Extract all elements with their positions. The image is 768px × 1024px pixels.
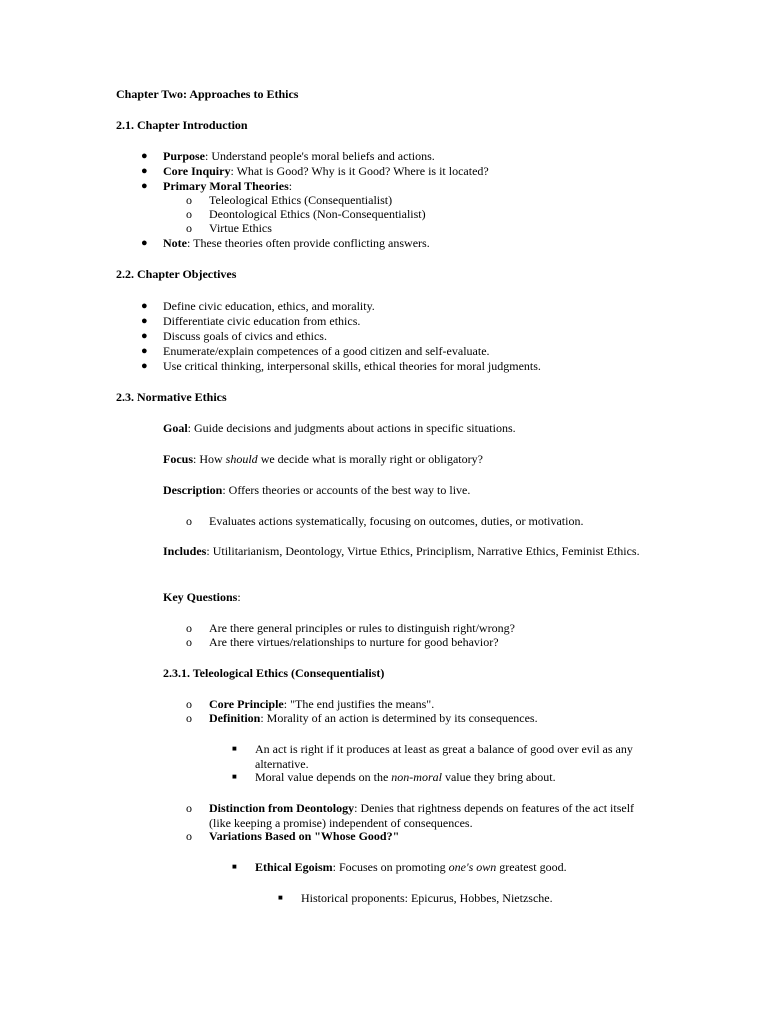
circle-bullet-icon: o	[186, 221, 192, 235]
circle-bullet-icon: o	[186, 697, 192, 711]
egoism-proponents-item: Historical proponents: Epicurus, Hobbes, Nietzsche.	[301, 891, 553, 905]
disc-bullet-icon: ●	[141, 360, 148, 372]
objective-item: Use critical thinking, interpersonal skills, ethical theories for moral judgments.	[163, 359, 541, 373]
disc-bullet-icon: ●	[141, 237, 148, 249]
disc-bullet-icon: ●	[141, 150, 148, 162]
key-questions-label: Key Questions:	[163, 590, 241, 604]
disc-bullet-icon: ●	[141, 165, 148, 177]
description-paragraph: Description: Offers theories or accounts of the best way to live.	[163, 483, 471, 497]
goal-paragraph: Goal: Guide decisions and judgments about actions in specific situations.	[163, 421, 516, 435]
disc-bullet-icon: ●	[141, 315, 148, 327]
objective-item: Enumerate/explain competences of a good citizen and self-evaluate.	[163, 344, 490, 358]
square-bullet-icon: ■	[232, 862, 237, 871]
objective-item: Define civic education, ethics, and morality.	[163, 299, 375, 313]
purpose-item: Purpose: Understand people's moral beliefs and actions.	[163, 149, 435, 163]
disc-bullet-icon: ●	[141, 345, 148, 357]
circle-bullet-icon: o	[186, 801, 192, 815]
square-bullet-icon: ■	[232, 744, 237, 753]
heading-2-3-1: 2.3.1. Teleological Ethics (Consequentialist)	[163, 666, 385, 680]
circle-bullet-icon: o	[186, 635, 192, 649]
heading-2-2: 2.2. Chapter Objectives	[116, 267, 237, 281]
description-sub-item: Evaluates actions systematically, focusing on outcomes, duties, or motivation.	[209, 514, 584, 528]
key-question-item: Are there general principles or rules to distinguish right/wrong?	[209, 621, 515, 635]
disc-bullet-icon: ●	[141, 180, 148, 192]
page-title: Chapter Two: Approaches to Ethics	[116, 87, 299, 101]
note-item: Note: These theories often provide conflicting answers.	[163, 236, 430, 250]
variations-item: Variations Based on "Whose Good?"	[209, 829, 400, 843]
theory-item: Virtue Ethics	[209, 221, 272, 235]
circle-bullet-icon: o	[186, 193, 192, 207]
definition-sub-item: An act is right if it produces at least as great a balance of good over evil as any alternative.	[255, 742, 633, 771]
square-bullet-icon: ■	[278, 893, 283, 902]
theory-item: Teleological Ethics (Consequentialist)	[209, 193, 393, 207]
theory-item: Deontological Ethics (Non-Consequentialist)	[209, 207, 426, 221]
circle-bullet-icon: o	[186, 207, 192, 221]
circle-bullet-icon: o	[186, 711, 192, 725]
disc-bullet-icon: ●	[141, 330, 148, 342]
circle-bullet-icon: o	[186, 621, 192, 635]
disc-bullet-icon: ●	[141, 300, 148, 312]
primary-theories-item: Primary Moral Theories:	[163, 179, 293, 193]
circle-bullet-icon: o	[186, 829, 192, 843]
objective-item: Discuss goals of civics and ethics.	[163, 329, 327, 343]
ethical-egoism-item: Ethical Egoism: Focuses on promoting one's own greatest good.	[255, 860, 567, 874]
heading-2-1: 2.1. Chapter Introduction	[116, 118, 248, 132]
distinction-item: Distinction from Deontology: Denies that rightness depends on features of the act itself (like keeping a promise) independent of consequences.	[209, 801, 635, 830]
heading-2-3: 2.3. Normative Ethics	[116, 390, 227, 404]
core-inquiry-item: Core Inquiry: What is Good? Why is it Good? Where is it located?	[163, 164, 489, 178]
focus-paragraph: Focus: How should we decide what is morally right or obligatory?	[163, 452, 483, 466]
square-bullet-icon: ■	[232, 772, 237, 781]
core-principle-item: Core Principle: "The end justifies the means".	[209, 697, 435, 711]
circle-bullet-icon: o	[186, 514, 192, 528]
key-question-item: Are there virtues/relationships to nurture for good behavior?	[209, 635, 499, 649]
definition-sub-item: Moral value depends on the non-moral value they bring about.	[255, 770, 556, 784]
definition-item: Definition: Morality of an action is determined by its consequences.	[209, 711, 538, 725]
includes-paragraph: Includes: Utilitarianism, Deontology, Virtue Ethics, Principlism, Narrative Ethics, Feminist Ethics.	[163, 544, 640, 558]
objective-item: Differentiate civic education from ethics.	[163, 314, 361, 328]
